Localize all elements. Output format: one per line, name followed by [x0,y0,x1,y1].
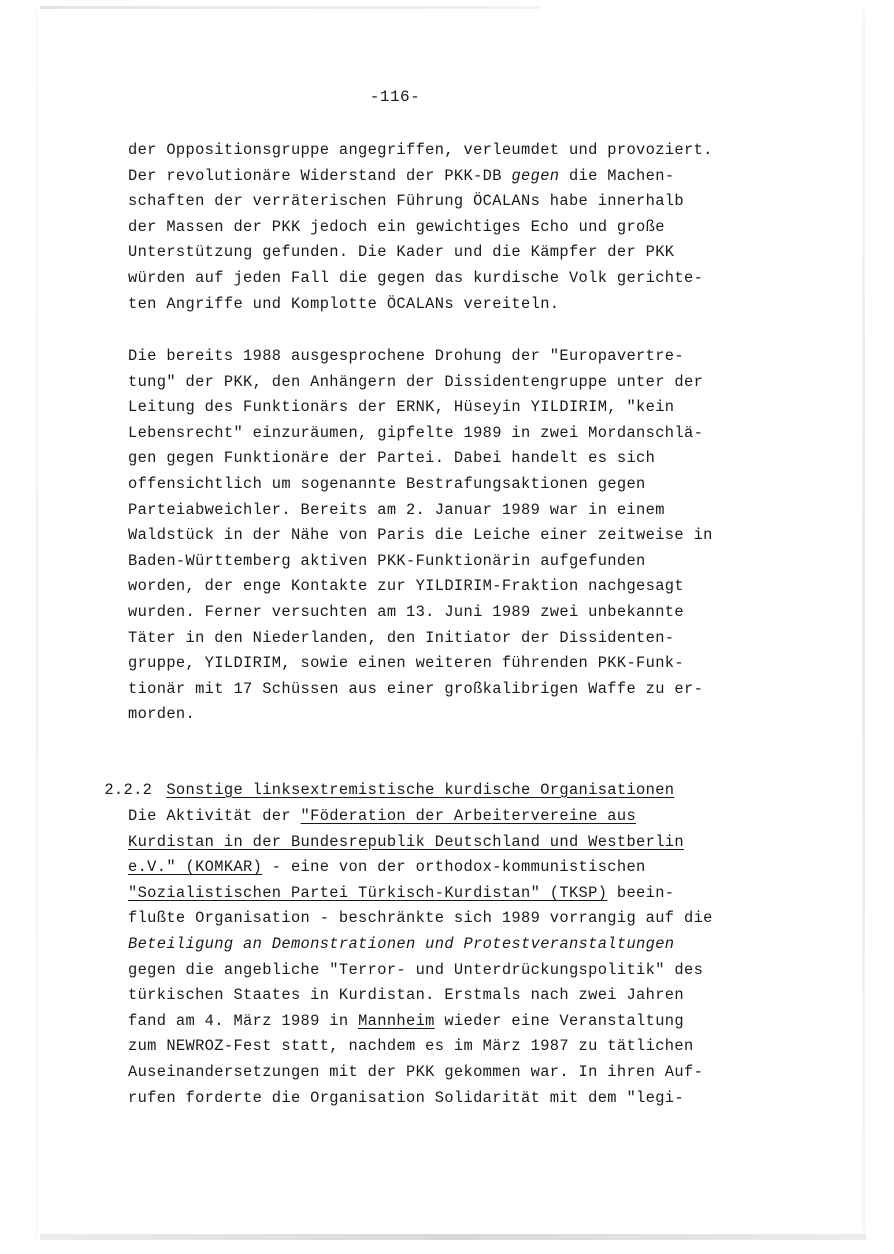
text-line: zum NEWROZ-Fest statt, nachdem es im März 1987 zu tätlichen [128,1037,694,1056]
paragraph-1 [128,138,788,317]
scan-edge-top [40,6,540,9]
text-line: worden, der enge Kontakte zur YILDIRIM-Fraktion nachgesagt [128,577,684,596]
text-line: flußte Organisation - beschränkte sich 1989 vorrangig auf die [128,909,713,928]
text-line: Beteiligung an Demonstrationen und Protestveranstaltungen [128,934,675,953]
text-line [128,1009,788,1035]
text-line: türkischen Staates in Kurdistan. Erstmals nach zwei Jahren [128,986,684,1005]
section-number: 2.2.2 [104,780,153,799]
text-line: wurden. Ferner versuchten am 13. Juni 1989 zwei unbekannte [128,602,684,621]
text-run: wieder eine Veranstaltung [434,1011,684,1030]
text-run: - eine von der orthodox-kommunistischen [262,858,646,877]
text-line: tung" der PKK, den Anhängern der Dissidentengruppe unter der [128,372,704,391]
underlined-organisation-name: "Sozialistischen Partei Türkisch-Kurdistan" (TKSP) [128,883,608,902]
text-line: würden auf jeden Fall die gegen das kurdische Volk gerichte- [128,268,704,287]
text-line: gegen die angebliche "Terror- und Unterdrückungspolitik" des [128,960,704,979]
text-line [128,804,788,830]
text-line: Lebensrecht" einzuräumen, gipfelte 1989 in zwei Mordanschlä- [128,423,704,442]
underlined-organisation-name: e.V." (KOMKAR) [128,858,263,877]
text-line: der Oppositionsgruppe angegriffen, verleumdet und provoziert. [128,141,713,159]
text-line: Waldstück in der Nähe von Paris die Leiche einer zeitweise in [128,526,713,545]
paragraph-2 [128,344,788,728]
underlined-place-name: Mannheim [358,1011,435,1030]
text-line: gruppe, YILDIRIM, sowie einen weiteren führenden PKK-Funk- [128,654,684,673]
text-line: Die bereits 1988 ausgesprochene Drohung der "Europavertre- [128,347,684,365]
text-line: Parteiabweichler. Bereits am 2. Januar 1989 war in einem [128,500,665,519]
text-line: Baden-Württemberg aktiven PKK-Funktionärin aufgefunden [128,551,646,570]
scan-edge-right [862,10,865,1238]
text-line: Auseinandersetzungen mit der PKK gekommen war. In ihren Auf- [128,1062,704,1081]
text-line: Leitung des Funktionärs der ERNK, Hüseyin YILDIRIM, "kein [128,398,675,417]
text-run: beein- [607,883,675,902]
text-line: Täter in den Niederlanden, den Initiator der Dissidenten- [128,628,675,647]
text-line: rufen forderte die Organisation Solidarität mit dem "legi- [128,1088,684,1107]
text-line: gen gegen Funktionäre der Partei. Dabei handelt es sich [128,449,656,468]
text-run: Die Aktivität der [128,807,301,825]
text-line: offensichtlich um sogenannte Bestrafungsaktionen gegen [128,474,646,493]
text-line: schaften der verräterischen Führung ÖCALANs habe innerhalb [128,192,684,211]
italic-run: gegen [511,166,560,185]
paragraph-3 [128,804,788,1111]
underlined-organisation-name: Kurdistan in der Bundesrepublik Deutschland und Westberlin [128,832,684,851]
text-line [128,830,788,856]
text-run: die Machen- [559,166,675,185]
text-line: der Massen der PKK jedoch ein gewichtiges Echo und große [128,217,665,236]
scan-edge-bottom [40,1234,866,1240]
text-line: tionär mit 17 Schüssen aus einer großkalibrigen Waffe zu er- [128,679,704,698]
text-run: Der revolutionäre Widerstand der PKK-DB [128,166,512,185]
text-line [128,855,788,881]
page-number: -116- [369,88,421,106]
text-line: Unterstützung gefunden. Die Kader und die Kämpfer der PKK [128,243,675,262]
section-title: Sonstige linksextremistische kurdische Organisationen [166,780,675,799]
text-line: morden. [128,705,196,724]
text-line [128,164,788,190]
text-run: fand am 4. März 1989 in [128,1011,359,1030]
scan-edge-left [36,10,38,1238]
text-line: ten Angriffe und Komplotte ÖCALANs vereiteln. [128,294,560,313]
text-line [128,881,788,907]
underlined-organisation-name: "Föderation der Arbeitervereine aus [300,807,637,825]
